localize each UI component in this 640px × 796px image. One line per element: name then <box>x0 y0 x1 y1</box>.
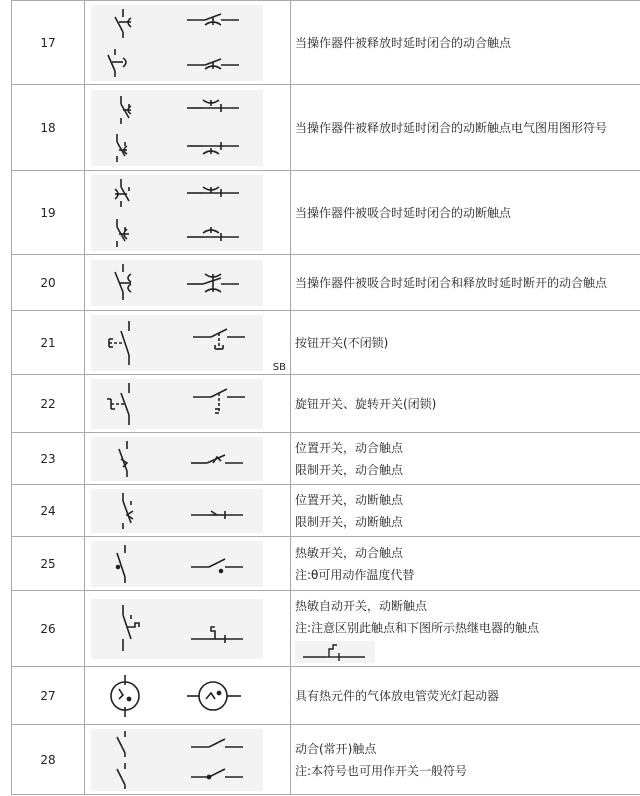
row-number: 22 <box>12 375 85 433</box>
fluorescent-starter-symbol <box>91 671 263 721</box>
description-cell <box>291 85 640 171</box>
delay-break-contact-symbol <box>91 90 263 166</box>
table-row <box>12 725 640 795</box>
table-row <box>12 255 640 311</box>
description-line: 当操作器件被吸合时延时闭合和释放时延时断开的动合触点 <box>295 275 608 290</box>
description-cell <box>291 255 640 311</box>
symbol-cell <box>85 537 291 591</box>
table-row <box>12 1 640 85</box>
row-number: 17 <box>12 1 85 85</box>
description-line: 热敏开关，动合触点 <box>295 545 404 560</box>
description-line: 当操作器件被吸合时延时闭合的动断触点 <box>295 205 512 220</box>
description-line: 位置开关，动合触点 <box>295 440 404 455</box>
symbol-cell <box>85 255 291 311</box>
description-cell <box>291 311 640 375</box>
description-cell <box>291 725 640 795</box>
row-number: 23 <box>12 433 85 485</box>
symbol-cell <box>85 1 291 85</box>
thermal-switch-make-symbol <box>91 541 263 587</box>
delay-make-break-contact-symbol <box>91 260 263 306</box>
description-cell <box>291 375 640 433</box>
description-cell <box>291 1 640 85</box>
table-row <box>12 433 640 485</box>
description-line: 热敏自动开关，动断触点 <box>295 598 428 613</box>
table-row <box>12 171 640 255</box>
row-number: 18 <box>12 85 85 171</box>
table-row <box>12 375 640 433</box>
description-cell <box>291 485 640 537</box>
description-line: 位置开关，动断触点 <box>295 492 404 507</box>
description-cell <box>291 667 640 725</box>
delay-pickup-break-contact-symbol <box>91 175 263 251</box>
table-row <box>12 311 640 375</box>
row-number: 25 <box>12 537 85 591</box>
row-number: 19 <box>12 171 85 255</box>
description-cell <box>291 433 640 485</box>
description-line: 注:θ可用动作温度代替 <box>295 567 415 582</box>
thermal-auto-switch-break-symbol <box>91 599 263 659</box>
description-cell <box>291 591 640 667</box>
symbol-cell <box>85 725 291 795</box>
description-line: 动合(常开)触点 <box>295 741 377 756</box>
push-button-switch-symbol <box>91 315 263 371</box>
designation-label: SB <box>272 362 286 373</box>
symbol-cell <box>85 171 291 255</box>
description-cell <box>291 537 640 591</box>
symbol-cell <box>85 85 291 171</box>
symbol-cell <box>85 375 291 433</box>
position-switch-break-symbol <box>91 489 263 533</box>
description-line: 注:注意区别此触点和下图所示热继电器的触点 <box>295 620 540 635</box>
symbol-cell <box>85 667 291 725</box>
description-cell <box>291 171 640 255</box>
description-line: 当操作器件被释放时延时闭合的动断触点电气图用图形符号 <box>295 120 608 135</box>
symbol-table <box>11 0 640 795</box>
row-number: 26 <box>12 591 85 667</box>
symbol-cell <box>85 485 291 537</box>
table-row <box>12 85 640 171</box>
table-row <box>12 537 640 591</box>
row-number: 24 <box>12 485 85 537</box>
description-line: 具有热元件的气体放电管荧光灯起动器 <box>295 688 500 703</box>
position-switch-make-symbol <box>91 437 263 481</box>
description-line: 注:本符号也可用作开关一般符号 <box>295 763 468 778</box>
row-number: 27 <box>12 667 85 725</box>
row-number: 20 <box>12 255 85 311</box>
description-line: 旋钮开关、旋转开关(闭锁) <box>295 396 437 411</box>
table-row <box>12 591 640 667</box>
description-line: 按钮开关(不闭锁) <box>295 335 389 350</box>
symbol-cell <box>85 311 291 375</box>
make-contact-symbol <box>91 729 263 791</box>
description-line: 限制开关，动断触点 <box>295 514 404 529</box>
description-line: 当操作器件被释放时延时闭合的动合触点 <box>295 35 512 50</box>
row-number: 28 <box>12 725 85 795</box>
description-line: 限制开关，动合触点 <box>295 462 404 477</box>
table-row <box>12 485 640 537</box>
rotary-switch-symbol <box>91 379 263 429</box>
thermal-relay-contact-symbol <box>295 641 375 663</box>
symbol-cell <box>85 433 291 485</box>
table-row <box>12 667 640 725</box>
row-number: 21 <box>12 311 85 375</box>
symbol-cell <box>85 591 291 667</box>
delay-make-contact-symbol <box>91 5 263 81</box>
